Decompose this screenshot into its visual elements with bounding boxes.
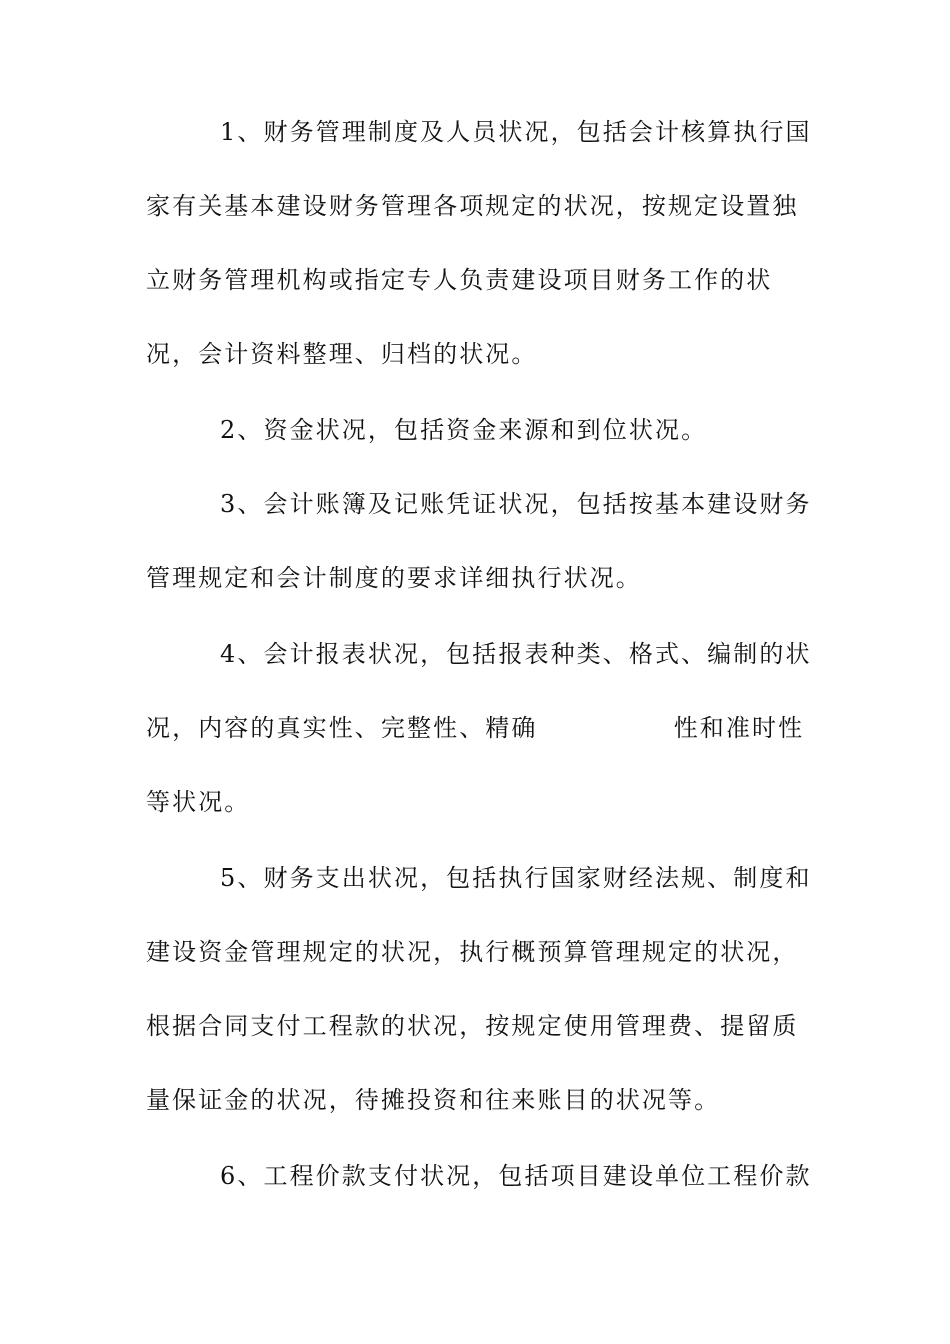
paragraph-4-line-3: 等状况。 [146,788,251,816]
paragraph-6-line-1: 6、工程价款支付状况，包括项目建设单位工程价款 [220,1162,812,1190]
paragraph-5-line-1: 5、财务支出状况，包括执行国家财经法规、制度和 [220,864,812,892]
paragraph-5-line-3: 根据合同支付工程款的状况，按规定使用管理费、提留质 [146,1012,799,1040]
paragraph-2-line-1: 2、资金状况，包括资金来源和到位状况。 [220,416,708,444]
paragraph-4-line-2: 况，内容的真实性、完整性、精确 性和准时性 [146,714,805,742]
paragraph-1-line-1: 1、财务管理制度及人员状况，包括会计核算执行国 [220,118,812,146]
paragraph-3-line-2: 管理规定和会计制度的要求详细执行状况。 [146,564,642,592]
paragraph-1-line-4: 况，会计资料整理、归档的状况。 [146,340,538,368]
paragraph-3-line-1: 3、会计账簿及记账凭证状况，包括按基本建设财务 [220,490,812,518]
paragraph-4-line-1: 4、会计报表状况，包括报表种类、格式、编制的状 [220,640,812,668]
paragraph-5-line-2: 建设资金管理规定的状况，执行概预算管理规定的状况， [146,938,799,966]
paragraph-1-line-3: 立财务管理机构或指定专人负责建设项目财务工作的状 [146,266,773,294]
paragraph-1-line-2: 家有关基本建设财务管理各项规定的状况，按规定设置独 [146,192,799,220]
paragraph-5-line-4: 量保证金的状况，待摊投资和往来账目的状况等。 [146,1086,721,1114]
